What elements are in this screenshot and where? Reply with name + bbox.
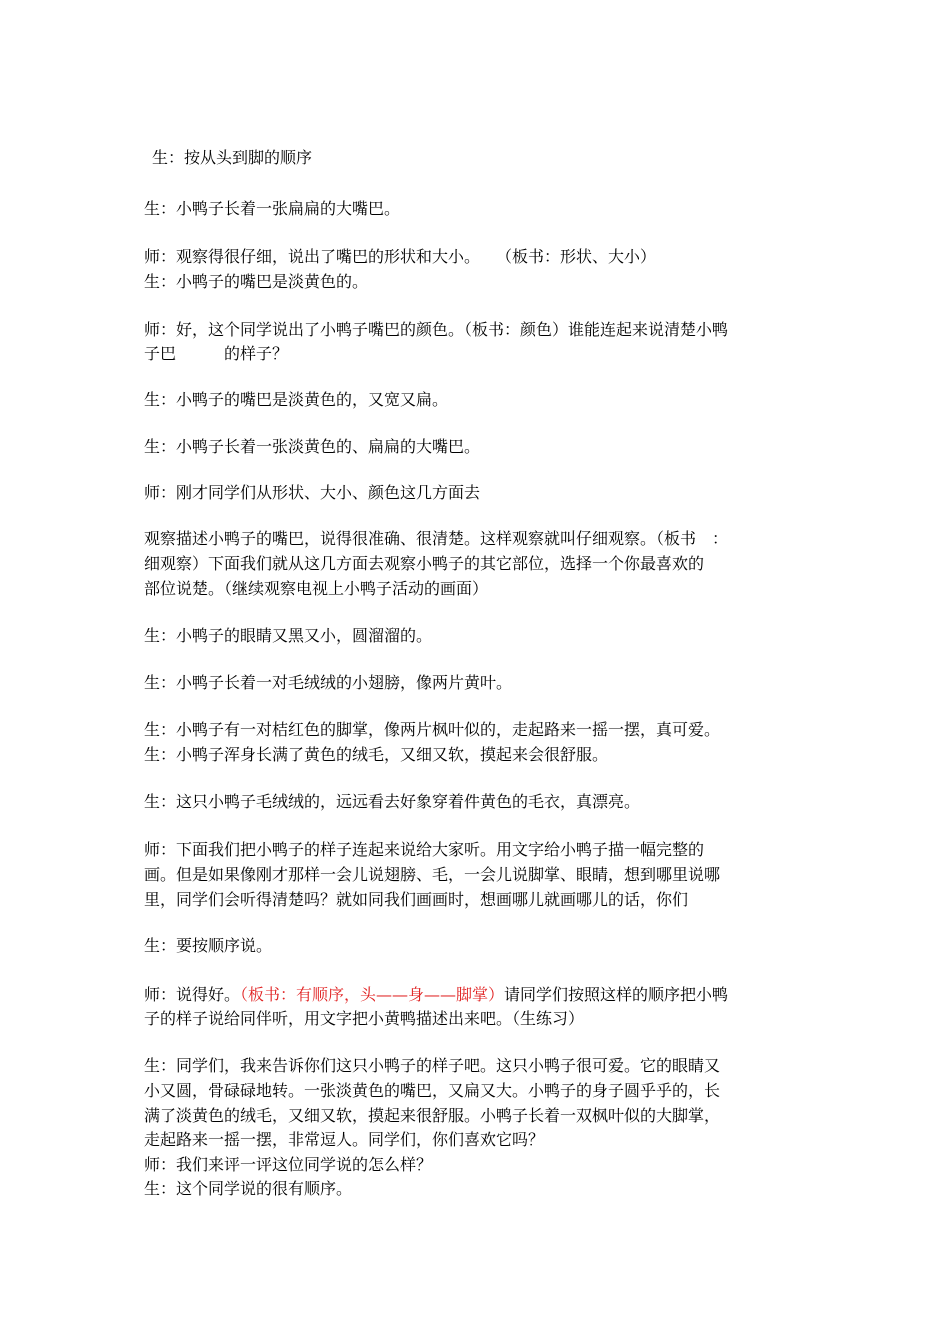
text-line-4: 生：小鸭子的嘴巴是淡黄色的。 xyxy=(144,272,369,291)
text-line-2: 生：小鸭子长着一张扁扁的大嘴巴。 xyxy=(144,199,401,218)
text-line-7: 生：小鸭子的嘴巴是淡黄色的，又宽又扁。 xyxy=(144,390,449,409)
text-line-13: 生：小鸭子的眼睛又黑又小，圆溜溜的。 xyxy=(144,626,433,645)
text-line-23: 子的样子说给同伴听，用文字把小黄鸭描述出来吧。（生练习） xyxy=(144,1009,585,1028)
text-line-9: 师：刚才同学们从形状、大小、颜色这几方面去 xyxy=(144,483,481,502)
text-line-17: 生：这只小鸭子毛绒绒的，远远看去好象穿着件黄色的毛衣，真漂亮。 xyxy=(144,792,641,811)
board-writing-highlight: （板书：有顺序，头——身——脚掌） xyxy=(240,985,505,1004)
text-line-25: 小又圆，骨碌碌地转。一张淡黄色的嘴巴，又扁又大。小鸭子的身子圆乎乎的，长 xyxy=(144,1081,721,1100)
board-line-prefix: 师：说得好。 xyxy=(144,985,241,1004)
text-line-20: 里，同学们会听得清楚吗？就如同我们画画时，想画哪儿就画哪儿的话，你们 xyxy=(144,890,689,909)
text-line-15: 生：小鸭子有一对桔红色的脚掌，像两片枫叶似的，走起路来一摇一摆，真可爱。 xyxy=(144,720,721,739)
text-line-18: 师：下面我们把小鸭子的样子连起来说给大家听。用文字给小鸭子描一幅完整的 xyxy=(144,840,705,859)
text-line-11: 细观察）下面我们就从这几方面去观察小鸭子的其它部位，选择一个你最喜欢的 xyxy=(144,554,705,573)
text-line-12: 部位说楚。（继续观察电视上小鸭子活动的画面） xyxy=(144,579,489,598)
text-line-3: 师：观察得很仔细，说出了嘴巴的形状和大小。 （板书：形状、大小） xyxy=(144,247,657,266)
text-line-10: 观察描述小鸭子的嘴巴，说得很准确、很清楚。这样观察就叫仔细观察。（板书 ： xyxy=(144,529,729,548)
text-line-14: 生：小鸭子长着一对毛绒绒的小翅膀，像两片黄叶。 xyxy=(144,673,513,692)
text-line-24: 生：同学们，我来告诉你们这只小鸭子的样子吧。这只小鸭子很可爱。它的眼睛又 xyxy=(144,1056,721,1075)
text-line-8: 生：小鸭子长着一张淡黄色的、扁扁的大嘴巴。 xyxy=(144,437,481,456)
text-line-29: 生：这个同学说的很有顺序。 xyxy=(144,1179,353,1198)
text-line-1: 生：按从头到脚的顺序 xyxy=(152,148,313,167)
text-line-26: 满了淡黄色的绒毛，又细又软，摸起来很舒服。小鸭子长着一双枫叶似的大脚掌， xyxy=(144,1106,721,1125)
text-line-6: 子巴 的样子？ xyxy=(144,344,289,363)
text-line-19: 画。但是如果像刚才那样一会儿说翅膀、毛，一会儿说脚掌、眼睛，想到哪里说哪 xyxy=(144,865,721,884)
board-line-suffix: 请同学们按照这样的顺序把小鸭 xyxy=(504,985,729,1004)
text-line-16: 生：小鸭子浑身长满了黄色的绒毛，又细又软，摸起来会很舒服。 xyxy=(144,745,609,764)
text-line-21: 生：要按顺序说。 xyxy=(144,936,273,955)
text-line-27: 走起路来一摇一摆，非常逗人。同学们，你们喜欢它吗？ xyxy=(144,1130,545,1149)
text-line-5: 师：好，这个同学说出了小鸭子嘴巴的颜色。（板书：颜色）谁能连起来说清楚小鸭 xyxy=(144,320,729,339)
text-line-28: 师：我们来评一评这位同学说的怎么样？ xyxy=(144,1155,433,1174)
board-writing-line xyxy=(144,983,728,1007)
